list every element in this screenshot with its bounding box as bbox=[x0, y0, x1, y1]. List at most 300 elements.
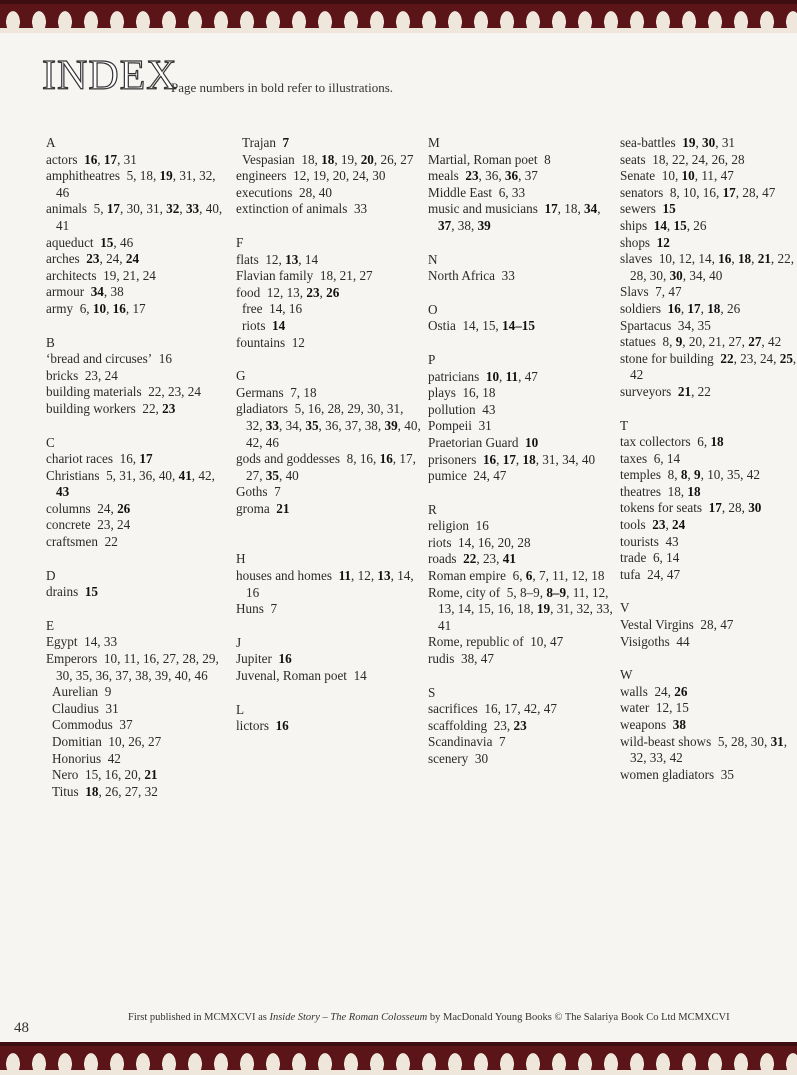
index-section-letter: F bbox=[236, 234, 244, 250]
page-ref: 12 bbox=[266, 284, 280, 300]
index-note: Page numbers in bold refer to illustrations. bbox=[171, 80, 394, 95]
illustration-page-ref: 35 bbox=[305, 417, 319, 433]
page-ref: 8 bbox=[662, 334, 670, 350]
index-column-4 bbox=[620, 135, 797, 783]
index-term: Pompeii bbox=[428, 418, 472, 434]
index-entry: Senate 10, 10, 11, 47 bbox=[620, 168, 734, 184]
index-term: meals bbox=[428, 168, 459, 184]
illustration-page-ref: 13 bbox=[285, 251, 299, 267]
index-section-letter: T bbox=[620, 417, 629, 433]
index-entry: tufa 24, 47 bbox=[620, 566, 681, 582]
page-ref: 37 bbox=[115, 667, 129, 683]
index-entry: arches 23, 24, 24 bbox=[46, 251, 140, 267]
index-term: flats bbox=[236, 251, 259, 267]
index-subentry: free 14, 16 bbox=[242, 301, 303, 317]
page-ref: 22 bbox=[142, 400, 156, 416]
page-ref: 24 bbox=[97, 500, 111, 516]
page-ref: 32 bbox=[630, 750, 644, 766]
page-ref: 27 bbox=[728, 334, 742, 350]
index-term: food bbox=[236, 284, 261, 300]
page-ref: 26 bbox=[693, 217, 707, 233]
section-gap bbox=[236, 218, 421, 235]
page-ref: 14 bbox=[353, 668, 367, 684]
index-term: walls bbox=[620, 683, 648, 699]
page-number: 48 bbox=[14, 1020, 29, 1036]
index-section-letter: N bbox=[428, 251, 438, 267]
index-entry: Christians 5, 31, 36, 40, 41, 42, 43 bbox=[46, 467, 215, 500]
page-ref: 46 bbox=[119, 234, 134, 250]
page-ref: 16 bbox=[119, 451, 133, 467]
index-term: gladiators bbox=[236, 401, 289, 417]
index-term: wild-beast shows bbox=[620, 733, 712, 749]
page-ref: 38 bbox=[364, 417, 378, 433]
page-ref: 30 bbox=[367, 401, 381, 417]
page-ref: 33 bbox=[501, 268, 515, 284]
illustration-page-ref: 16 bbox=[482, 451, 497, 467]
index-entry: Slavs 7, 47 bbox=[620, 284, 682, 300]
page-ref: 23 bbox=[84, 367, 99, 383]
index-entry bbox=[428, 268, 613, 285]
index-entry bbox=[620, 767, 797, 784]
illustration-page-ref: 18 bbox=[737, 251, 752, 267]
page-ref: 16 bbox=[104, 767, 118, 783]
index-term: Emperors bbox=[46, 651, 98, 667]
illustration-page-ref: 8 bbox=[680, 467, 688, 483]
index-entry: tools 23, 24 bbox=[620, 517, 686, 533]
decorative-arch-border-bottom bbox=[0, 1042, 797, 1075]
page-ref: 22 bbox=[148, 384, 162, 400]
illustration-page-ref: 10 bbox=[92, 300, 107, 316]
index-term: religion bbox=[428, 518, 470, 534]
illustration-page-ref: 10 bbox=[485, 368, 500, 384]
index-section-letter: B bbox=[46, 334, 55, 350]
illustration-page-ref: 21 bbox=[677, 383, 692, 399]
page-ref: 47 bbox=[493, 468, 507, 484]
illustration-page-ref: 13 bbox=[377, 568, 391, 584]
index-term: music and musicians bbox=[428, 201, 538, 217]
page-ref: 26 bbox=[105, 783, 119, 799]
index-subentry bbox=[46, 751, 231, 768]
page-ref: 16 bbox=[497, 601, 511, 617]
index-column-3 bbox=[428, 135, 613, 768]
page-ref: 35 bbox=[720, 766, 734, 782]
illustration-page-ref: 17 bbox=[708, 500, 722, 516]
illustration-page-ref: 18 bbox=[522, 451, 536, 467]
index-header bbox=[42, 55, 762, 105]
illustration-page-ref: 25 bbox=[779, 350, 793, 366]
page-ref: 27 bbox=[246, 467, 260, 483]
illustration-page-ref: 23 bbox=[306, 284, 320, 300]
page-ref: 40 bbox=[158, 467, 173, 483]
page-ref: 32 bbox=[576, 601, 590, 617]
index-entry: theatres 18, 18 bbox=[620, 483, 701, 499]
page-ref: 36 bbox=[485, 168, 499, 184]
page-ref: 22 bbox=[777, 251, 791, 267]
illustration-page-ref: 31 bbox=[770, 733, 784, 749]
index-entry: prisoners 16, 17, 18, 31, 34, 40 bbox=[428, 451, 596, 467]
index-entry: Middle East 6, 33 bbox=[428, 184, 526, 200]
index-entry: soldiers 16, 17, 18, 26 bbox=[620, 300, 741, 316]
index-entry: plays 16, 18 bbox=[428, 385, 496, 401]
index-entry: aqueduct 15, 46 bbox=[46, 234, 134, 250]
illustration-page-ref: 26 bbox=[674, 683, 688, 699]
index-entry bbox=[428, 751, 613, 768]
page-ref: 6 bbox=[512, 568, 520, 584]
index-term: Germans bbox=[236, 384, 284, 400]
page-ref: 30 bbox=[56, 667, 70, 683]
page-ref: 27 bbox=[359, 268, 373, 284]
index-term: free bbox=[242, 301, 263, 317]
index-entry: ships 14, 15, 26 bbox=[620, 217, 707, 233]
illustration-page-ref: 30 bbox=[669, 267, 683, 283]
index-term: architects bbox=[46, 267, 97, 283]
page-ref: 7 bbox=[290, 384, 297, 400]
index-entry bbox=[236, 484, 421, 501]
index-term: riots bbox=[242, 317, 266, 333]
page-ref: 43 bbox=[482, 401, 496, 417]
section-gap bbox=[428, 285, 613, 302]
index-term: taxes bbox=[620, 450, 648, 466]
page-ref: 31 bbox=[146, 201, 160, 217]
page-ref: 34 bbox=[677, 317, 692, 333]
index-entry: gods and goddesses 8, 16, 16, 17, 27, 35, 40 bbox=[236, 451, 416, 483]
index-entry: columns 24, 26 bbox=[46, 500, 131, 516]
index-term: prisoners bbox=[428, 451, 477, 467]
page-ref: 41 bbox=[438, 617, 452, 633]
index-entry: building materials 22, 23, 24 bbox=[46, 384, 201, 400]
page-ref: 32 bbox=[144, 783, 158, 799]
index-section-letter: G bbox=[236, 368, 246, 384]
illustration-page-ref: 30 bbox=[702, 135, 716, 150]
index-entry: Emperors 10, 11, 16, 27, 28, 29, 30, 35, 36, 37, 38, 39, 40, 46 bbox=[46, 651, 219, 683]
page-ref: 33 bbox=[596, 601, 610, 617]
illustration-page-ref: 39 bbox=[477, 217, 491, 233]
page-ref: 40 bbox=[318, 184, 332, 200]
illustration-page-ref: 26 bbox=[326, 284, 340, 300]
index-entry: chariot races 16, 17 bbox=[46, 451, 153, 467]
illustration-page-ref: 38 bbox=[672, 717, 686, 732]
index-term: water bbox=[620, 700, 650, 716]
page-ref: 12 bbox=[357, 568, 371, 584]
illustration-page-ref: 9 bbox=[694, 467, 701, 483]
page-ref: 24 bbox=[647, 566, 661, 582]
page-ref: 14 bbox=[269, 301, 283, 317]
page-ref: 24 bbox=[142, 267, 156, 283]
illustration-page-ref: 15 bbox=[662, 201, 676, 217]
page-ref: 18 bbox=[517, 601, 531, 617]
page-ref: 47 bbox=[549, 634, 564, 650]
index-term: actors bbox=[46, 151, 78, 167]
page-ref: 18 bbox=[652, 151, 666, 167]
index-term: Spartacus bbox=[620, 317, 672, 333]
index-entry: Spartacus 34, 35 bbox=[620, 317, 711, 333]
illustration-page-ref: 18 bbox=[321, 151, 335, 167]
illustration-page-ref: 16 bbox=[84, 151, 98, 167]
index-entry: Rome, city of 5, 8–9, 8–9, 11, 12, 13, 14, 15, 16, 18, 19, 31, 32, 33, 41 bbox=[428, 584, 613, 633]
page-ref: 34 bbox=[689, 267, 703, 283]
page-ref: 24 bbox=[117, 517, 131, 533]
page-ref: 35 bbox=[726, 467, 741, 483]
page-ref: 47 bbox=[720, 168, 734, 184]
section-gap bbox=[46, 551, 231, 568]
section-gap bbox=[236, 685, 421, 702]
illustration-page-ref: 8–9 bbox=[546, 584, 567, 600]
illustration-page-ref: 9 bbox=[675, 334, 683, 350]
index-entry bbox=[236, 201, 421, 218]
index-subentry: Domitian 10, 26, 27 bbox=[52, 734, 162, 749]
index-section-letter: P bbox=[428, 351, 436, 367]
index-term: Visigoths bbox=[620, 633, 670, 649]
page-ref: 6 bbox=[653, 450, 661, 466]
page-ref: 13 bbox=[286, 284, 300, 300]
page-ref: 38 bbox=[457, 217, 471, 233]
illustration-page-ref: 17 bbox=[687, 300, 701, 316]
page-ref: 23 bbox=[740, 350, 754, 366]
page-ref: 16 bbox=[359, 451, 373, 467]
page-ref: 41 bbox=[56, 217, 70, 233]
index-section-letter: O bbox=[428, 301, 438, 317]
index-entry bbox=[620, 534, 797, 551]
illustration-page-ref: 18 bbox=[687, 483, 701, 499]
illustration-page-ref: 17 bbox=[106, 201, 120, 217]
page-ref: 19 bbox=[103, 267, 117, 283]
index-term: scaffolding bbox=[428, 717, 488, 733]
page-ref: 47 bbox=[524, 368, 538, 384]
page-ref: 42 bbox=[630, 367, 644, 383]
page-ref: 5 bbox=[717, 733, 725, 749]
index-entry: flats 12, 13, 14 bbox=[236, 251, 319, 267]
page-ref: 15 bbox=[84, 767, 99, 783]
index-term: ‘bread and circuses’ bbox=[46, 351, 153, 367]
section-gap bbox=[46, 418, 231, 435]
page-ref: 40 bbox=[709, 267, 723, 283]
page-ref: 22 bbox=[104, 534, 118, 550]
index-term: Senate bbox=[620, 168, 656, 184]
page-ref: 24 bbox=[691, 151, 705, 167]
page-ref: 22 bbox=[672, 151, 686, 167]
index-term: engineers bbox=[236, 168, 287, 184]
illustration-page-ref: 36 bbox=[504, 168, 519, 184]
page-ref: 14 bbox=[304, 251, 319, 267]
index-term: Commodus bbox=[52, 717, 113, 733]
page-ref: 28 bbox=[327, 401, 341, 417]
illustration-page-ref: 16 bbox=[275, 718, 289, 734]
illustration-page-ref: 23 bbox=[465, 168, 479, 184]
index-term: Rome, city of bbox=[428, 584, 501, 600]
page-ref: 14 bbox=[457, 601, 471, 617]
illustration-page-ref: 23 bbox=[86, 251, 100, 267]
index-section-letter: C bbox=[46, 434, 55, 450]
page-ref: 21 bbox=[339, 268, 353, 284]
page-ref: 5 bbox=[294, 401, 302, 417]
index-term: scenery bbox=[428, 751, 469, 766]
page-ref: 11 bbox=[552, 568, 565, 584]
page-ref: 24 bbox=[352, 168, 366, 184]
page-ref: 5 bbox=[506, 584, 514, 600]
illustration-page-ref: 30 bbox=[748, 500, 762, 516]
index-term: Martial, Roman poet bbox=[428, 151, 538, 167]
illustration-page-ref: 26 bbox=[117, 500, 131, 516]
page-ref: 40 bbox=[404, 417, 418, 433]
index-entry bbox=[236, 668, 421, 685]
illustration-page-ref: 34 bbox=[584, 201, 598, 217]
page-ref: 33 bbox=[649, 750, 663, 766]
page-ref: 17 bbox=[399, 451, 413, 467]
page-ref: 40 bbox=[285, 467, 299, 483]
index-term: stone for building bbox=[620, 350, 714, 366]
page-ref: 31 bbox=[556, 601, 570, 617]
index-term: patricians bbox=[428, 368, 480, 384]
index-term: Flavian family bbox=[236, 268, 314, 284]
page-ref: 10 bbox=[707, 467, 721, 483]
index-entry bbox=[46, 351, 231, 368]
index-term: temples bbox=[620, 467, 662, 483]
publication-credit bbox=[128, 1012, 788, 1023]
page-ref: 42 bbox=[246, 434, 260, 450]
page-ref: 13 bbox=[438, 601, 452, 617]
index-term: armour bbox=[46, 284, 85, 300]
page-ref: 38 bbox=[110, 284, 124, 300]
page-ref: 31 bbox=[721, 135, 735, 150]
book-title: Inside Story – The Roman Colosseum bbox=[269, 1012, 428, 1023]
index-section-letter: D bbox=[46, 567, 56, 583]
page-ref: 40 bbox=[581, 451, 596, 467]
page-ref: 18 bbox=[564, 201, 578, 217]
illustration-page-ref: 16 bbox=[379, 451, 393, 467]
illustration-page-ref: 24 bbox=[672, 517, 686, 533]
illustration-page-ref: 18 bbox=[710, 434, 724, 450]
index-term: North Africa bbox=[428, 268, 496, 284]
index-subentry bbox=[46, 717, 231, 734]
page-ref: 27 bbox=[162, 651, 176, 667]
illustration-page-ref: 10 bbox=[525, 434, 539, 450]
illustration-page-ref: 6 bbox=[525, 568, 533, 584]
page-ref: 47 bbox=[480, 651, 494, 667]
index-term: Aurelian bbox=[52, 684, 99, 700]
page-ref: 20 bbox=[332, 168, 346, 184]
page-ref: 26 bbox=[711, 151, 725, 167]
index-entry: sea-battles 19, 30, 31 bbox=[620, 135, 735, 150]
page-ref: 10 bbox=[108, 734, 122, 749]
decorative-arch-border-top bbox=[0, 0, 797, 33]
illustration-page-ref: 23 bbox=[652, 517, 666, 533]
index-entry: temples 8, 8, 9, 10, 35, 42 bbox=[620, 467, 760, 483]
index-entry: taxes 6, 14 bbox=[620, 450, 681, 466]
index-subentry: Vespasian 18, 18, 19, 20, 26, 27 bbox=[242, 151, 414, 167]
index-term: tokens for seats bbox=[620, 500, 703, 516]
illustration-page-ref: 11 bbox=[338, 568, 352, 584]
index-term: craftsmen bbox=[46, 534, 98, 550]
page-ref: 18 bbox=[139, 168, 153, 184]
page-ref: 8 bbox=[544, 151, 551, 167]
index-entry: actors 16, 17, 31 bbox=[46, 151, 137, 167]
page-ref: 28 bbox=[700, 617, 714, 633]
index-term: trade bbox=[620, 550, 647, 566]
page-ref: 42 bbox=[746, 467, 760, 483]
index-entry bbox=[620, 717, 797, 734]
page-ref: 30 bbox=[372, 168, 386, 184]
illustration-page-ref: 15 bbox=[100, 234, 114, 250]
index-entry: animals 5, 17, 30, 31, 32, 33, 40, 41 bbox=[46, 201, 223, 233]
page-ref: 31 bbox=[119, 467, 133, 483]
index-term: tax collectors bbox=[620, 434, 691, 450]
index-term: plays bbox=[428, 385, 456, 401]
page-ref: 29 bbox=[202, 651, 216, 667]
page-ref: 21 bbox=[122, 267, 137, 283]
page-ref: 12 bbox=[293, 168, 307, 184]
index-term: theatres bbox=[620, 483, 662, 499]
page-ref: 16 bbox=[477, 534, 492, 550]
page-ref: 33 bbox=[353, 201, 368, 217]
index-term: Vestal Virgins bbox=[620, 617, 694, 633]
index-entry: seats 18, 22, 24, 26, 28 bbox=[620, 151, 745, 167]
page-ref: 22 bbox=[697, 383, 711, 399]
page-ref: 16 bbox=[702, 184, 716, 200]
page-ref: 30 bbox=[474, 751, 489, 766]
page-ref: 6 bbox=[652, 550, 660, 566]
illustration-page-ref: 17 bbox=[722, 184, 736, 200]
page-ref: 42 bbox=[768, 334, 782, 350]
index-entry: trade 6, 14 bbox=[620, 550, 680, 566]
index-entry bbox=[236, 501, 421, 518]
index-entry: water 12, 15 bbox=[620, 700, 689, 716]
page-ref: 30 bbox=[750, 733, 764, 749]
index-term: Domitian bbox=[52, 734, 102, 749]
index-entry: music and musicians 17, 18, 34, 37, 38, 39 bbox=[428, 201, 601, 233]
page-ref: 8–9 bbox=[519, 584, 540, 600]
index-subentry bbox=[46, 684, 231, 701]
index-entry: stone for building 22, 23, 24, 25, 42 bbox=[620, 350, 797, 383]
page-ref: 28 bbox=[742, 184, 756, 200]
index-entry bbox=[46, 584, 231, 601]
page-ref: 28 bbox=[517, 534, 531, 550]
index-entry bbox=[236, 335, 421, 352]
index-entry: Vestal Virgins 28, 47 bbox=[620, 617, 734, 633]
page-ref: 47 bbox=[720, 617, 734, 633]
page-ref: 11 bbox=[123, 651, 137, 667]
page-ref: 46 bbox=[194, 667, 208, 683]
page-ref: 11 bbox=[701, 168, 715, 184]
index-term: roads bbox=[428, 551, 457, 567]
section-gap bbox=[620, 583, 797, 600]
illustration-page-ref: 19 bbox=[159, 168, 173, 184]
index-entry: Roman empire 6, 6, 7, 11, 12, 18 bbox=[428, 568, 605, 584]
index-term: senators bbox=[620, 184, 664, 200]
index-entry bbox=[620, 235, 797, 252]
page-ref: 31 bbox=[542, 451, 556, 467]
index-term: columns bbox=[46, 500, 91, 516]
page-ref: 9 bbox=[104, 684, 112, 700]
page-ref: 40 bbox=[174, 667, 188, 683]
credit-prefix: First published in MCMXCVI as bbox=[128, 1012, 270, 1023]
index-section-letter: S bbox=[428, 684, 436, 700]
page-ref: 20 bbox=[497, 534, 511, 550]
page-ref: 33 bbox=[511, 184, 526, 200]
index-subentry bbox=[46, 701, 231, 718]
page-ref: 42 bbox=[523, 701, 538, 717]
page-ref: 24 bbox=[654, 683, 668, 699]
page-ref: 18 bbox=[482, 385, 496, 401]
illustration-page-ref: 16 bbox=[112, 300, 126, 316]
page-ref: 33 bbox=[103, 634, 118, 650]
index-section-letter: W bbox=[620, 667, 633, 683]
page-ref: 28 bbox=[630, 267, 644, 283]
illustration-page-ref: 22 bbox=[720, 350, 734, 366]
index-term: statues bbox=[620, 334, 656, 350]
page-ref: 12 bbox=[655, 700, 670, 716]
page-ref: 10 bbox=[658, 251, 673, 267]
page-ref: 34 bbox=[285, 417, 299, 433]
